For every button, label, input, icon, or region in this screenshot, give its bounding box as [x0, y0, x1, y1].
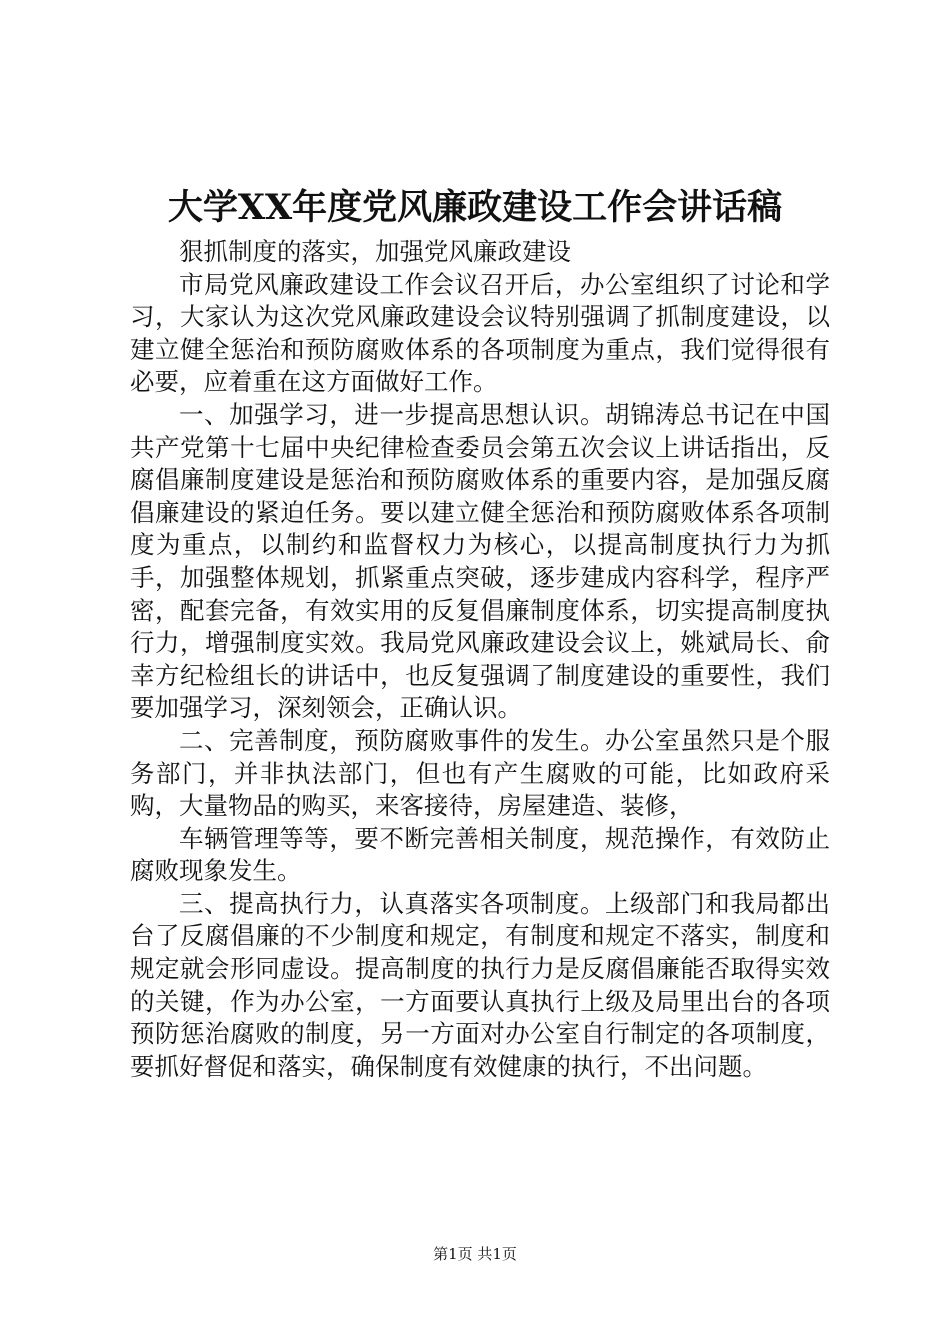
paragraph-subtitle: 狠抓制度的落实，加强党风廉政建设	[179, 237, 571, 266]
paragraph-section-2-continued: 车辆管理等等，要不断完善相关制度，规范操作，有效防止腐败现象发生。	[130, 823, 830, 886]
paragraph-section-1: 一、加强学习，进一步提高思想认识。胡锦涛总书记在中国共产党第十七届中央纪律检查委员会第五次会议上讲话指出，反腐倡廉制度建设是惩治和预防腐败体系的重要内容，是加强反腐倡廉建设的紧迫任务。要以建立健全惩治和预防腐败体系各项制度为重点，以制约和监督权力为核心，以提高制度执行力为抓手，加强整体规划，抓紧重点突破，逐步建成内容科学，程序严密，配套完备，有效实用的反复倡廉制度体系，切实提高制度执行力，增强制度实效。我局党风廉政建设会议上，姚斌局长、俞幸方纪检组长的讲话中，也反复强调了制度建设的重要性，我们要加强学习，深刻领会，正确认识。	[130, 399, 830, 723]
document-body	[130, 236, 830, 1083]
paragraph-section-3: 三、提高执行力，认真落实各项制度。上级部门和我局都出台了反腐倡廉的不少制度和规定，有制度和规定不落实，制度和规定就会形同虚设。提高制度的执行力是反腐倡廉能否取得实效的关键，作为办公室，一方面要认真执行上级及局里出台的各项预防惩治腐败的制度，另一方面对办公室自行制定的各项制度，要抓好督促和落实，确保制度有效健康的执行，不出问题。	[130, 888, 830, 1081]
page-number-footer: 第1页 共1页	[433, 1245, 517, 1263]
paragraph-section-2: 二、完善制度，预防腐败事件的发生。办公室虽然只是个服务部门，并非执法部门，但也有产生腐败的可能，比如政府采购，大量物品的购买，来客接待，房屋建造、装修，	[130, 725, 830, 821]
paragraph-intro: 市局党风廉政建设工作会议召开后，办公室组织了讨论和学习，大家认为这次党风廉政建设会议特别强调了抓制度建设，以建立健全惩治和预防腐败体系的各项制度为重点，我们觉得很有必要，应着重在这方面做好工作。	[130, 269, 830, 397]
document-title: 大学XX年度党风廉政建设工作会讲话稿	[167, 187, 783, 228]
